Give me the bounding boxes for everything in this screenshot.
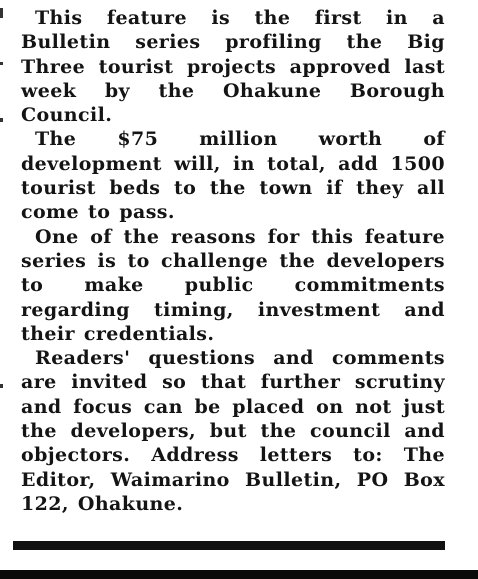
article-paragraph-intro: This feature is the first in a Bulletin series profiling the Big Three tourist projects approved last week by the Ohakune Borough Council. xyxy=(21,7,445,127)
scan-mark xyxy=(0,62,3,65)
article-body xyxy=(21,6,445,516)
article-paragraph-readers: Readers' questions and comments are invited so that further scrutiny and focus can be placed on not just the developers, but the council and objectors. Address letters to: The Editor, Waimarino Bulletin, PO Box 122, Ohakune. xyxy=(21,347,445,515)
scan-mark xyxy=(0,8,3,18)
article-paragraph-development: The $75 million worth of development will, in total, add 1500 tourist beds to the town if they all come to pass. xyxy=(21,128,445,224)
scan-mark xyxy=(0,118,3,122)
divider-rule xyxy=(13,541,445,550)
scan-mark xyxy=(0,384,3,388)
bottom-border xyxy=(0,570,478,579)
article-paragraph-reasons: One of the reasons for this feature series is to challenge the developers to make public commitments regarding timing, investment and their credentials. xyxy=(21,225,445,345)
